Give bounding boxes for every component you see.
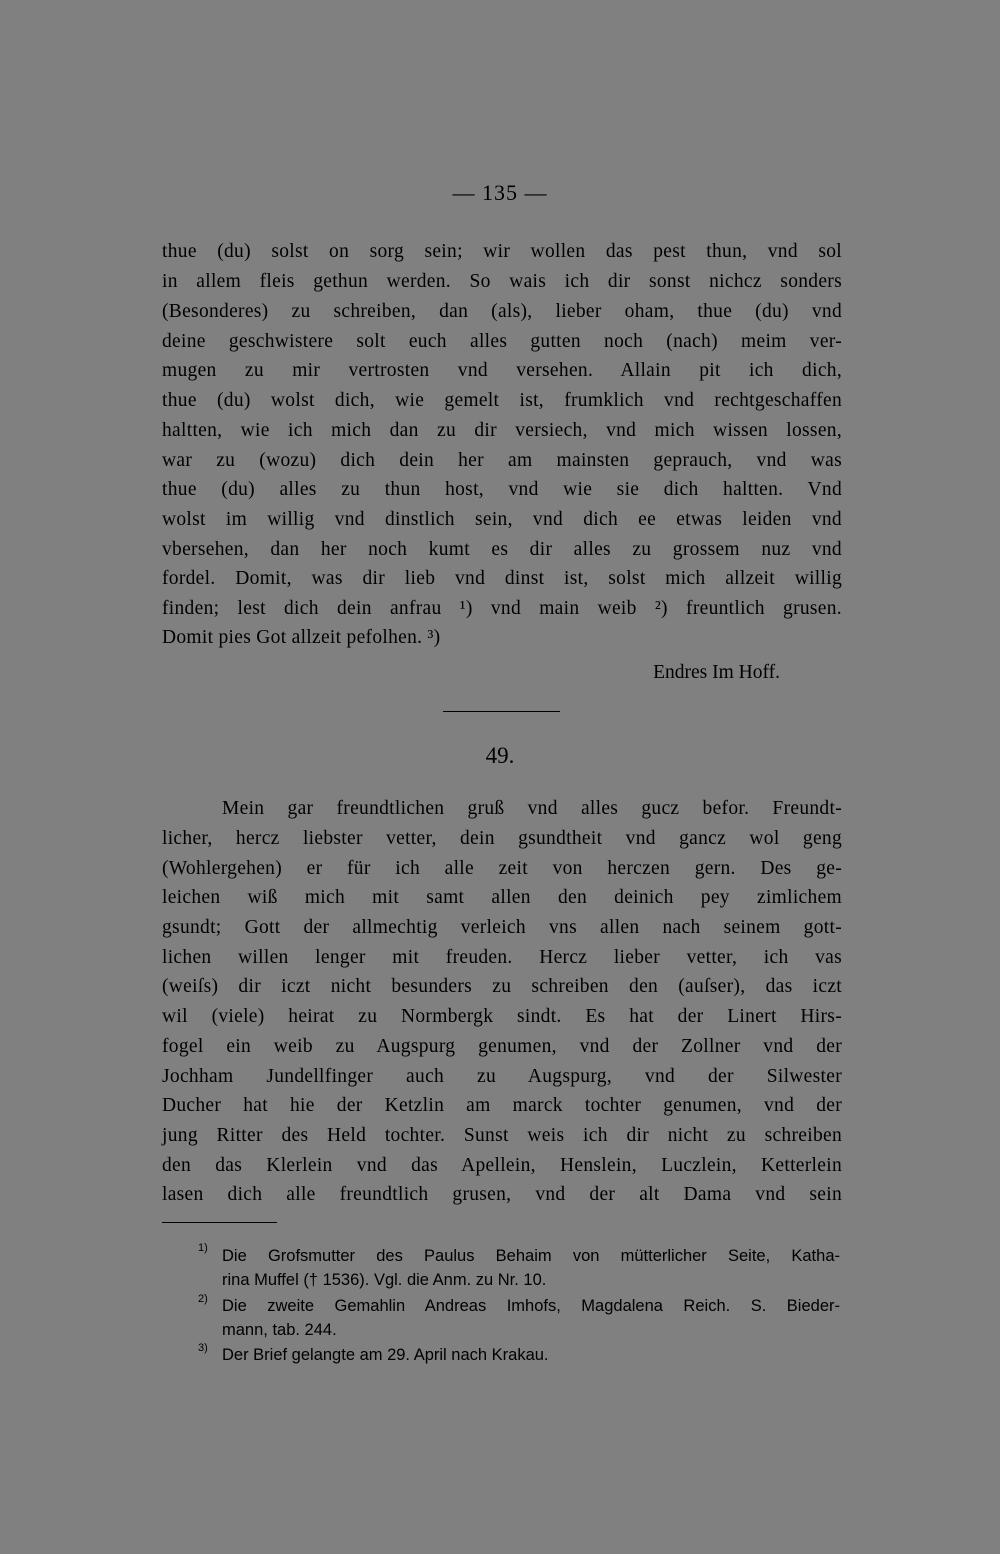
- text-line: deine geschwistere solt euch alles gutten noch (nach) meim ver-: [162, 331, 842, 352]
- text-line: fordel. Domit, was dir lieb vnd dinst ist, solst mich allzeit willig: [162, 568, 842, 589]
- footnote-line: Die zweite Gemahlin Andreas Imhofs, Magdalena Reich. S. Bieder-: [222, 1297, 840, 1315]
- footnote-mark: 2): [198, 1293, 208, 1305]
- footnote-line: rina Muffel († 1536). Vgl. die Anm. zu Nr. 10.: [222, 1271, 547, 1289]
- text-line: fogel ein weib zu Augspurg genumen, vnd der Zollner vnd der: [162, 1036, 842, 1057]
- text-line: vbersehen, dan her noch kumt es dir alles zu grossem nuz vnd: [162, 539, 842, 560]
- text-line: (Wohlergehen) er für ich alle zeit von herczen gern. Des ge-: [162, 858, 842, 879]
- text-line: war zu (wozu) dich dein her am mainsten geprauch, vnd was: [162, 450, 842, 471]
- text-line: jung Ritter des Held tochter. Sunst weis ich dir nicht zu schreiben: [162, 1125, 842, 1146]
- text-line: wil (viele) heirat zu Normbergk sindt. Es hat der Linert Hirs-: [162, 1006, 842, 1027]
- signature: Endres Im Hoff.: [653, 662, 780, 683]
- text-line: finden; lest dich dein anfrau ¹) vnd main weib ²) freuntlich grusen.: [162, 598, 842, 619]
- footnote-mark: 3): [198, 1342, 208, 1354]
- text-line: thue (du) alles zu thun host, vnd wie sie dich haltten. Vnd: [162, 479, 842, 500]
- text-line: haltten, wie ich mich dan zu dir versiech, vnd mich wissen lossen,: [162, 420, 842, 441]
- footnote-divider: [162, 1222, 277, 1223]
- text-line: gsundt; Gott der allmechtig verleich vns allen nach seinem gott-: [162, 917, 842, 938]
- text-line: thue (du) wolst dich, wie gemelt ist, frumklich vnd rechtgeschaffen: [162, 390, 842, 411]
- text-line: mugen zu mir vertrosten vnd versehen. Allain pit ich dich,: [162, 360, 842, 381]
- text-line: lasen dich alle freundtlich grusen, vnd der alt Dama vnd sein: [162, 1184, 842, 1205]
- text-line: lichen willen lenger mit freuden. Hercz lieber vetter, ich vas: [162, 947, 842, 968]
- footnote-line: mann, tab. 244.: [222, 1321, 337, 1339]
- text-line: (weiſs) dir iczt nicht besunders zu schreiben den (auſser), das iczt: [162, 976, 842, 997]
- text-line: den das Klerlein vnd das Apellein, Henslein, Luczlein, Ketterlein: [162, 1155, 842, 1176]
- text-line: thue (du) solst on sorg sein; wir wollen das pest thun, vnd sol: [162, 241, 842, 262]
- text-line: Domit pies Got allzeit pefolhen. ³): [162, 627, 441, 648]
- letter-number: 49.: [485, 743, 515, 768]
- text-line: leichen wiß mich mit samt allen den deinich pey zimlichem: [162, 887, 842, 908]
- text-line: Ducher hat hie der Ketzlin am marck tochter genumen, vnd der: [162, 1095, 842, 1116]
- footnote-mark: 1): [198, 1242, 208, 1254]
- text-line: in allem fleis gethun werden. So wais ich dir sonst nichcz sonders: [162, 271, 842, 292]
- footnote-line: Der Brief gelangte am 29. April nach Krakau.: [222, 1346, 549, 1364]
- text-line: Jochham Jundellfinger auch zu Augspurg, vnd der Silwester: [162, 1066, 842, 1087]
- footnote-line: Die Grofsmutter des Paulus Behaim von mütterlicher Seite, Katha-: [222, 1247, 840, 1265]
- section-divider: [443, 711, 560, 712]
- text-line: (Besonderes) zu schreiben, dan (als), lieber oham, thue (du) vnd: [162, 301, 842, 322]
- page-number: — 135 —: [452, 180, 548, 205]
- text-line: wolst im willig vnd dinstlich sein, vnd dich ee etwas leiden vnd: [162, 509, 842, 530]
- text-line: Mein gar freundtlichen gruß vnd alles gucz befor. Freundt-: [222, 798, 842, 819]
- text-line: licher, hercz liebster vetter, dein gsundtheit vnd gancz wol geng: [162, 828, 842, 849]
